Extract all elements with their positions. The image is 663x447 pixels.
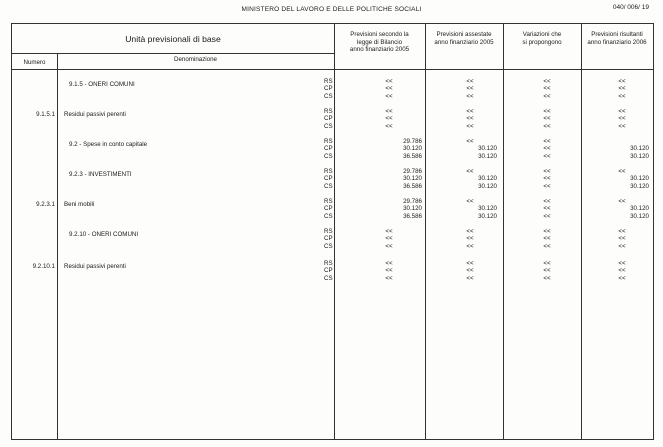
cell-value: <<: [543, 212, 551, 220]
cell-value: 29.786: [403, 138, 422, 145]
cell-value: <<: [543, 228, 551, 235]
cell-value: <<: [466, 267, 474, 275]
cell-value: <<: [466, 115, 474, 123]
cell-value: <<: [543, 92, 551, 100]
cell-value: <<: [543, 168, 551, 175]
cell-value: <<: [618, 274, 626, 282]
col-header-1: Previsioni secondo la legge di Bilancio anno finanziario 2005: [349, 31, 410, 53]
row-denominazione: 9.2.10 - ONERI COMUNI: [69, 231, 139, 238]
cell-value: <<: [543, 138, 551, 145]
code-label: RS: [324, 78, 333, 85]
cell-value: <<: [543, 182, 551, 190]
row-denominazione: 9.2 - Spese in conto capitale: [69, 141, 148, 148]
code-label: CS: [324, 242, 333, 250]
cell-value: <<: [543, 122, 551, 130]
cell-value: <<: [385, 108, 393, 115]
cell-value: <<: [385, 267, 393, 275]
cell-value: <<: [466, 242, 474, 250]
cell-value: <<: [385, 115, 393, 123]
code-label: RS: [324, 138, 333, 145]
cell-value: <<: [466, 85, 474, 93]
cell-value: <<: [466, 228, 474, 235]
page-code: 040/ 006/ 19: [612, 4, 649, 11]
row-denominazione: Residui passivi perenti: [64, 263, 126, 270]
row-denominazione: Beni mobili: [64, 201, 95, 208]
code-label: RS: [324, 108, 333, 115]
code-label: CP: [324, 85, 333, 93]
row-numero: 9.2.3.1: [36, 201, 55, 208]
section-title: Unità previsionali di base: [125, 34, 221, 44]
cell-value: <<: [618, 168, 626, 175]
cell-value: <<: [385, 122, 393, 130]
cell-value: 30.120: [478, 205, 497, 213]
cell-value: <<: [618, 242, 626, 250]
cell-value: <<: [385, 78, 393, 85]
cell-value: 30.120: [403, 205, 422, 213]
cell-value: <<: [466, 92, 474, 100]
cell-value: <<: [543, 85, 551, 93]
col-denominazione: Denominazione: [174, 56, 217, 63]
code-label: CS: [324, 152, 333, 160]
cell-value: 30.120: [478, 212, 497, 220]
budget-table: [11, 23, 654, 440]
cell-value: <<: [618, 235, 626, 243]
cell-value: <<: [466, 260, 474, 267]
code-label: CS: [324, 92, 333, 100]
page-header-title: MINISTERO DEL LAVORO E DELLE POLITICHE SOCIALI: [241, 6, 422, 13]
cell-value: 30.120: [403, 145, 422, 153]
cell-value: <<: [618, 85, 626, 93]
cell-value: <<: [385, 85, 393, 93]
row-denominazione: Residui passivi perenti: [64, 111, 126, 118]
cell-value: <<: [543, 115, 551, 123]
code-label: CP: [324, 145, 333, 153]
code-label: CP: [324, 267, 333, 275]
divider: [12, 53, 334, 54]
col-numero: Numero: [23, 59, 46, 66]
divider: [12, 69, 653, 70]
col-header-2: Previsioni assestate anno finanziario 2005: [434, 31, 494, 46]
cell-value: <<: [618, 122, 626, 130]
cell-value: <<: [543, 175, 551, 183]
row-denominazione: 9.2.3 - INVESTIMENTI: [69, 171, 132, 178]
divider: [503, 24, 504, 439]
cell-value: 36.586: [403, 182, 422, 190]
cell-value: <<: [385, 228, 393, 235]
row-codes: [324, 228, 333, 250]
cell-value: <<: [543, 205, 551, 213]
code-label: CP: [324, 115, 333, 123]
cell-value: <<: [618, 260, 626, 267]
cell-value: 30.120: [630, 182, 649, 190]
cell-value: <<: [543, 274, 551, 282]
row-numero: 9.1.5.1: [36, 111, 55, 118]
cell-value: 30.120: [403, 175, 422, 183]
row-codes: [324, 260, 333, 282]
divider: [334, 24, 335, 439]
row-codes: [324, 138, 333, 160]
code-label: CS: [324, 122, 333, 130]
cell-value: 30.120: [630, 205, 649, 213]
code-label: CS: [324, 182, 333, 190]
cell-value: <<: [618, 267, 626, 275]
cell-value: <<: [466, 108, 474, 115]
cell-value: 30.120: [630, 145, 649, 153]
cell-value: 29.786: [403, 168, 422, 175]
row-codes: [324, 198, 333, 220]
code-label: CP: [324, 235, 333, 243]
code-label: RS: [324, 260, 333, 267]
cell-value: <<: [618, 228, 626, 235]
code-label: CS: [324, 274, 333, 282]
cell-value: <<: [385, 92, 393, 100]
cell-value: 29.786: [403, 198, 422, 205]
cell-value: <<: [543, 235, 551, 243]
cell-value: <<: [618, 115, 626, 123]
row-codes: [324, 168, 333, 190]
cell-value: <<: [466, 138, 474, 145]
cell-value: <<: [618, 198, 626, 205]
row-denominazione: 9.1.5 - ONERI COMUNI: [69, 81, 135, 88]
code-label: CS: [324, 212, 333, 220]
cell-value: <<: [466, 235, 474, 243]
cell-value: <<: [618, 92, 626, 100]
cell-value: <<: [466, 122, 474, 130]
code-label: RS: [324, 198, 333, 205]
cell-value: <<: [466, 274, 474, 282]
col-header-3: Variazioni che si propongono: [522, 31, 562, 46]
code-label: RS: [324, 168, 333, 175]
cell-value: 36.586: [403, 152, 422, 160]
code-label: CP: [324, 175, 333, 183]
cell-value: <<: [543, 145, 551, 153]
cell-value: 30.120: [630, 152, 649, 160]
cell-value: <<: [385, 235, 393, 243]
cell-value: <<: [385, 274, 393, 282]
cell-value: <<: [466, 168, 474, 175]
code-label: CP: [324, 205, 333, 213]
cell-value: <<: [385, 260, 393, 267]
row-codes: [324, 78, 333, 100]
divider: [581, 24, 582, 439]
cell-value: 30.120: [478, 175, 497, 183]
cell-value: 30.120: [630, 175, 649, 183]
col-header-4: Previsioni risultanti anno finanziario 2006: [587, 31, 647, 46]
row-numero: 9.2.10.1: [32, 263, 55, 270]
code-label: RS: [324, 228, 333, 235]
cell-value: 30.120: [478, 152, 497, 160]
cell-value: <<: [466, 78, 474, 85]
cell-value: 36.586: [403, 212, 422, 220]
divider: [57, 54, 58, 439]
cell-value: <<: [543, 152, 551, 160]
cell-value: <<: [543, 78, 551, 85]
cell-value: <<: [543, 108, 551, 115]
divider: [425, 24, 426, 439]
cell-value: <<: [385, 242, 393, 250]
cell-value: <<: [618, 78, 626, 85]
cell-value: <<: [466, 198, 474, 205]
row-codes: [324, 108, 333, 130]
cell-value: <<: [543, 260, 551, 267]
cell-value: <<: [543, 242, 551, 250]
cell-value: <<: [543, 198, 551, 205]
cell-value: <<: [543, 267, 551, 275]
cell-value: 30.120: [630, 212, 649, 220]
cell-value: 30.120: [478, 182, 497, 190]
cell-value: <<: [618, 108, 626, 115]
cell-value: 30.120: [478, 145, 497, 153]
